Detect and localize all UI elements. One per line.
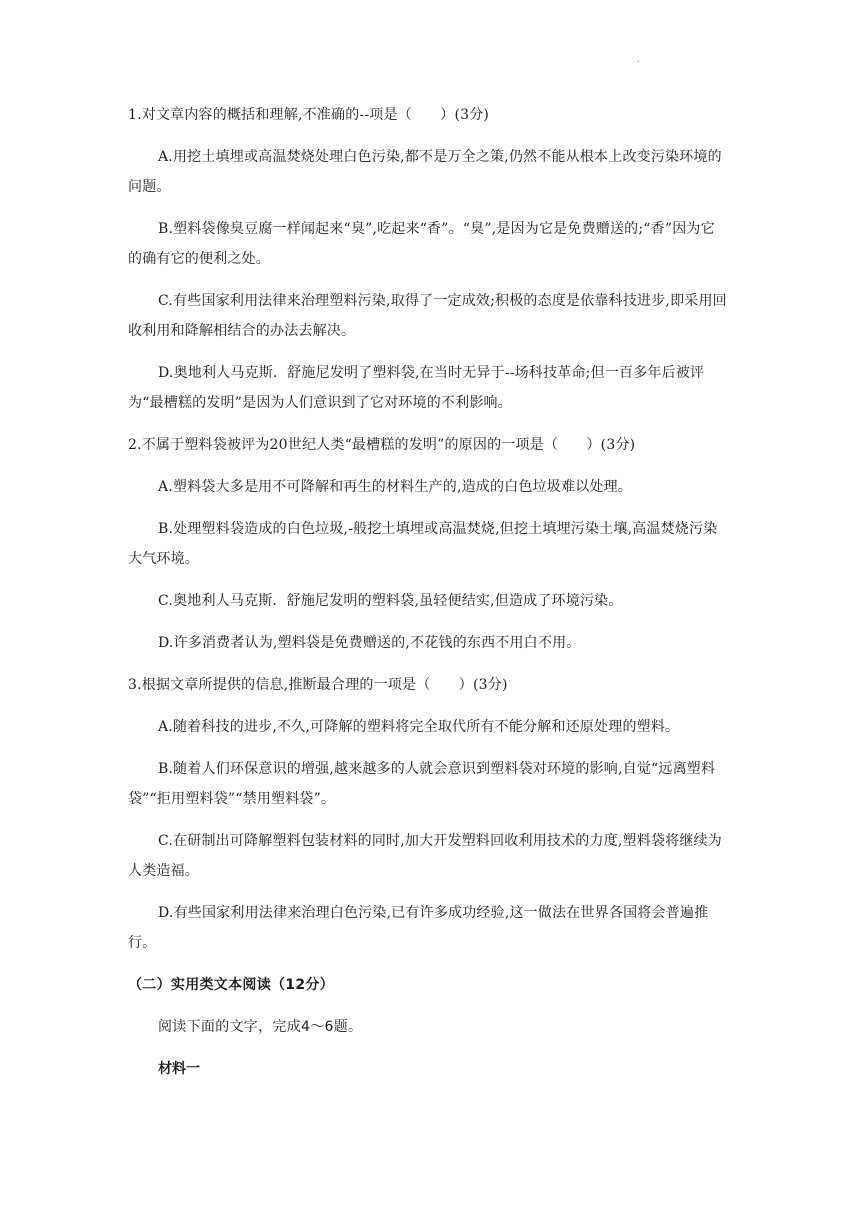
option-c: C.有些国家利用法律来治理塑料污染,取得了一定成效;积极的态度是依靠科技进步,即采用回收利用和降解相结合的办法去解决。 bbox=[128, 293, 727, 339]
option-d: D.有些国家利用法律来治理白色污染,已有许多成功经验,这一做法在世界各国将会普遍推行。 bbox=[128, 905, 709, 951]
option-a: A.用挖土填埋或高温焚烧处理白色污染,都不是万全之策,仍然不能从根本上改变污染环境的问题。 bbox=[128, 149, 722, 195]
material-label: 材料一 bbox=[158, 1061, 200, 1077]
option-d: D.奥地利人马克斯．舒施尼发明了塑料袋,在当时无异于--场科技革命;但一百多年后被评为“最槽糕的发明”是因为人们意识到了它对环境的不利影响。 bbox=[128, 365, 705, 411]
question-2 bbox=[128, 430, 728, 658]
question-3 bbox=[128, 670, 728, 958]
section-heading: （二）实用类文本阅读（12分） bbox=[128, 977, 334, 993]
option-b: B.塑料袋像臭豆腐一样闻起来“臭”,吃起来“香”。“臭”,是因为它是免费赠送的;“香”因为它的确有它的便利之处。 bbox=[128, 221, 715, 267]
question-1 bbox=[128, 100, 728, 418]
question-stem: 3.根据文章所提供的信息,推断最合理的一项是（ ）(3分) bbox=[128, 677, 508, 693]
question-stem: 1.对文章内容的概括和理解,不准确的--项是（ ）(3分) bbox=[128, 107, 490, 123]
option-a: A.随着科技的进步,不久,可降解的塑料将完全取代所有不能分解和还原处理的塑料。 bbox=[158, 719, 680, 735]
page-mark: . bbox=[637, 55, 640, 64]
option-d: D.许多消费者认为,塑料袋是免费赠送的,不花钱的东西不用白不用。 bbox=[158, 635, 581, 651]
page-content bbox=[128, 100, 728, 1084]
question-stem: 2.不属于塑料袋被评为20世纪人类“最槽糕的发明”的原因的一项是（ ）(3分) bbox=[128, 437, 636, 453]
option-c: C.在研制出可降解塑料包装材料的同时,加大开发塑料回收利用技术的力度,塑料袋将继续为人类造福。 bbox=[128, 833, 722, 879]
option-b: B.处理塑料袋造成的白色垃圾,-般挖土填埋或高温焚烧,但挖土填埋污染土壤,高温焚烧污染大气环境。 bbox=[128, 521, 718, 567]
option-c: C.奥地利人马克斯．舒施尼发明的塑料袋,虽轻便结实,但造成了环境污染。 bbox=[158, 593, 623, 609]
option-a: A.塑料袋大多是用不可降解和再生的材料生产的,造成的白色垃圾难以处理。 bbox=[158, 479, 633, 495]
option-b: B.随着人们环保意识的增强,越来越多的人就会意识到塑料袋对环境的影响,自觉“远离塑料袋”“拒用塑料袋”“禁用塑料袋”。 bbox=[128, 761, 716, 807]
section-intro: 阅读下面的文字，完成4～6题。 bbox=[158, 1019, 363, 1035]
